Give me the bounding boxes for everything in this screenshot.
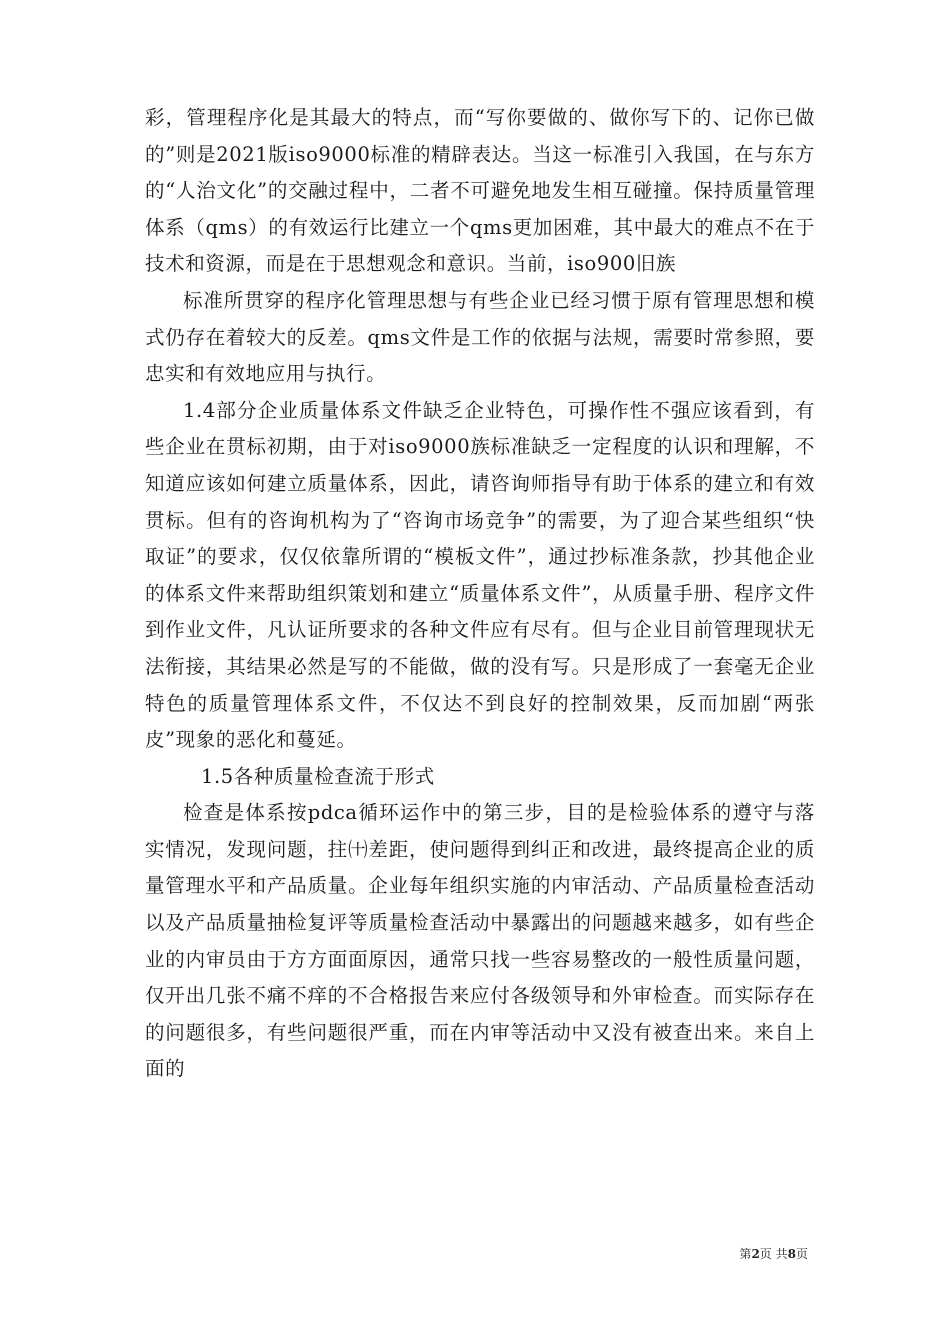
page-footer	[640, 1245, 808, 1262]
footer-suffix: 页	[795, 1247, 808, 1261]
document-body	[145, 100, 815, 1088]
section-heading-1-5: 1.5各种质量检查流于形式	[201, 764, 435, 788]
paragraph-inspection: 检查是体系按pdca循环运作中的第三步，目的是检验体系的遵守与落实情况，发现问题，拄㈩差距，使问题得到纠正和改进，最终提高企业的质量管理水平和产品质量。企业每年组织实施的内审活动、产品质量检查活动以及产品质量抽检复评等质量检查活动中暴露出的问题越来越多，如有些企业的内审员由于方方面面原因，通常只找一些容易整改的一般性质量问题，仅开出几张不痛不痒的不合格报告来应付各级领导和外审检查。而实际存在的问题很多，有些问题很严重，而在内审等活动中又没有被查出来。来自上面的	[145, 801, 815, 1081]
footer-current-page: 2	[751, 1247, 760, 1261]
footer-prefix: 第	[739, 1247, 752, 1261]
footer-middle: 页 共	[759, 1247, 788, 1261]
paragraph-continuation: 彩，管理程序化是其最大的特点，而“写你要做的、做你写下的、记你已做的”则是2021版iso9000标准的精辟表达。当这一标准引入我国，在与东方的“人治文化”的交融过程中，二者不可避免地发生相互碰撞。保持质量管理体系（qms）的有效运行比建立一个qms更加困难，其中最大的难点不在于技术和资源，而是在于思想观念和意识。当前，iso900旧族	[145, 106, 815, 276]
paragraph-program-management: 标准所贯穿的程序化管理思想与有些企业已经习惯于原有管理思想和模式仍存在着较大的反差。qms文件是工作的依据与法规，需要时常参照，要忠实和有效地应用与执行。	[145, 288, 815, 386]
paragraph-section-1-4: 1.4部分企业质量体系文件缺乏企业特色，可操作性不强应该看到，有些企业在贯标初期，由于对iso9000族标准缺乏一定程度的认识和理解，不知道应该如何建立质量体系，因此，请咨询师指导有助于体系的建立和有效贯标。但有的咨询机构为了“咨询市场竞争”的需要，为了迎合某些组织“快取证”的要求，仅仅依靠所谓的“模板文件”，通过抄标准条款，抄其他企业的体系文件来帮助组织策划和建立“质量体系文件”，从质量手册、程序文件到作业文件，凡认证所要求的各种文件应有尽有。但与企业目前管理现状无法衔接，其结果必然是写的不能做，做的没有写。只是形成了一套毫无企业特色的质量管理体系文件，不仅达不到良好的控制效果，反而加剧“两张皮”现象的恶化和蔓延。	[145, 398, 815, 752]
footer-total-pages: 8	[787, 1247, 796, 1261]
